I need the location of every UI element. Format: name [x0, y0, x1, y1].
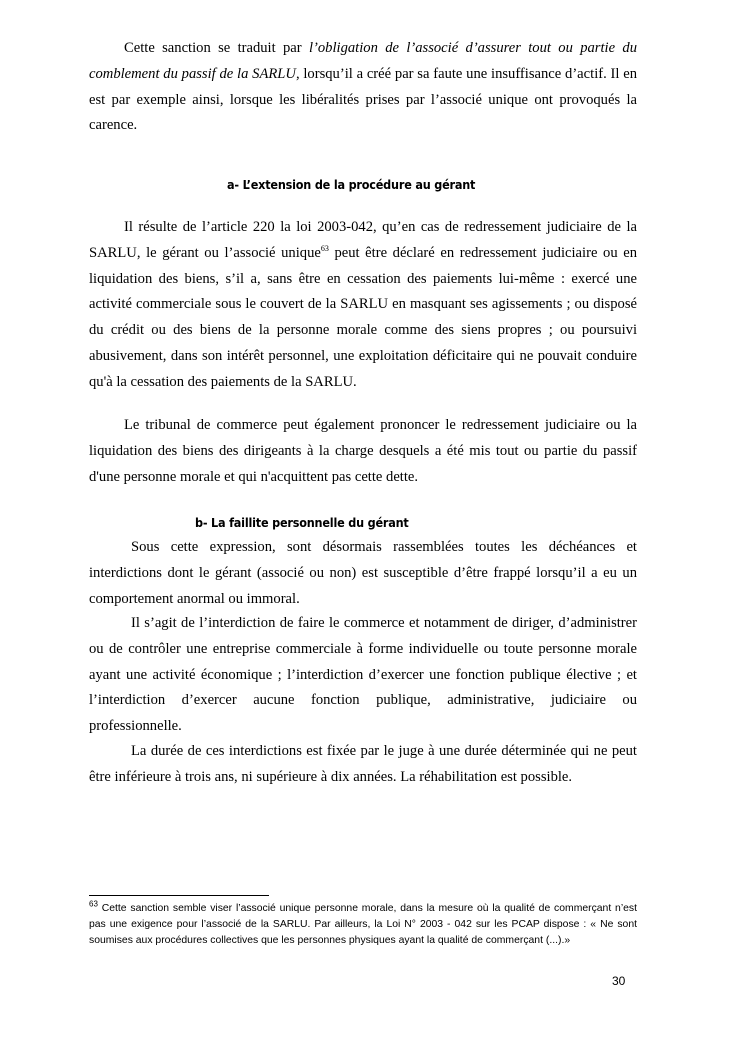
page-number: 30	[612, 974, 626, 988]
footnote-63	[89, 901, 637, 948]
footnote-text: Cette sanction semble viser l’associé unique personne morale, dans la mesure où la qualité de commerçant n’est pas une exigence pour l’associé de la SARLU. Par ailleurs, la Loi N° 2003 - 042 sur les PCAP dispose : « Ne sont soumises aux procédures collectives que les personnes physiques ayant la qualité de commerçant (...).»	[89, 903, 637, 946]
footnote-ref-63: 63	[320, 243, 329, 253]
p1-start: Cette sanction se traduit par	[124, 40, 309, 56]
paragraph-article-220	[89, 215, 637, 396]
heading-extension-procedure: a- L’extension de la procédure au gérant	[227, 177, 476, 192]
heading-faillite-personnelle: b- La faillite personnelle du gérant	[195, 515, 409, 530]
p1-italic: l’obligation de l’associé d’assurer tout ou partie du comblement du passif de la SARLU	[89, 40, 637, 82]
p2-start: Il résulte de l’article 220 la loi 2003-042, qu’en cas de redressement judiciaire de la SARLU, le gérant ou l’associé unique	[89, 219, 637, 261]
footnote-number: 63	[89, 899, 98, 909]
paragraph-expression: Sous cette expression, sont désormais rassemblées toutes les déchéances et interdictions dont le gérant (associé ou non) est susceptible d’être frappé lorsqu’il a eu un comportement anormal ou immoral.	[89, 539, 637, 607]
footnote-divider	[89, 895, 269, 896]
paragraph-duree: La durée de ces interdictions est fixée par le juge à une durée déterminée qui ne peut être inférieure à trois ans, ni supérieure à dix années. La réhabilitation est possible.	[89, 743, 637, 785]
p2-end: peut être déclaré en redressement judiciaire ou en liquidation des biens, s’il a, sans être en cessation des paiements lui-même : exercé une activité commerciale sous le couvert de la SARLU en masquant ses agissements ; ou disposé du crédit ou des biens de la personne morale comme des siens propres ; ou poursuivi abusivement, dans son intérêt personnel, une exploitation déficitaire qui ne pouvait conduire qu'à la cessation des paiements de la SARLU.	[89, 244, 637, 390]
paragraph-sanction	[89, 36, 637, 139]
paragraph-tribunal: Le tribunal de commerce peut également prononcer le redressement judiciaire ou la liquidation des biens des dirigeants à la charge desquels a été mis tout ou partie du passif d'une personne morale et qui n'acquittent pas cette dette.	[89, 417, 637, 485]
paragraph-interdiction: Il s’agit de l’interdiction de faire le commerce et notamment de diriger, d’administrer ou de contrôler une entreprise commerciale à forme individuelle ou toute personne morale ayant une activité économique ; l’interdiction d’exercer une fonction publique élective ; et l’interdiction d’exercer aucune fonction publique, administrative, judiciaire ou professionnelle.	[89, 615, 637, 735]
p1-end: , lorsqu’il a créé par sa faute une insuffisance d’actif. Il en est par exemple ainsi, lorsque les libéralités prises par l’associé unique ont provoqués la carence.	[89, 65, 637, 134]
